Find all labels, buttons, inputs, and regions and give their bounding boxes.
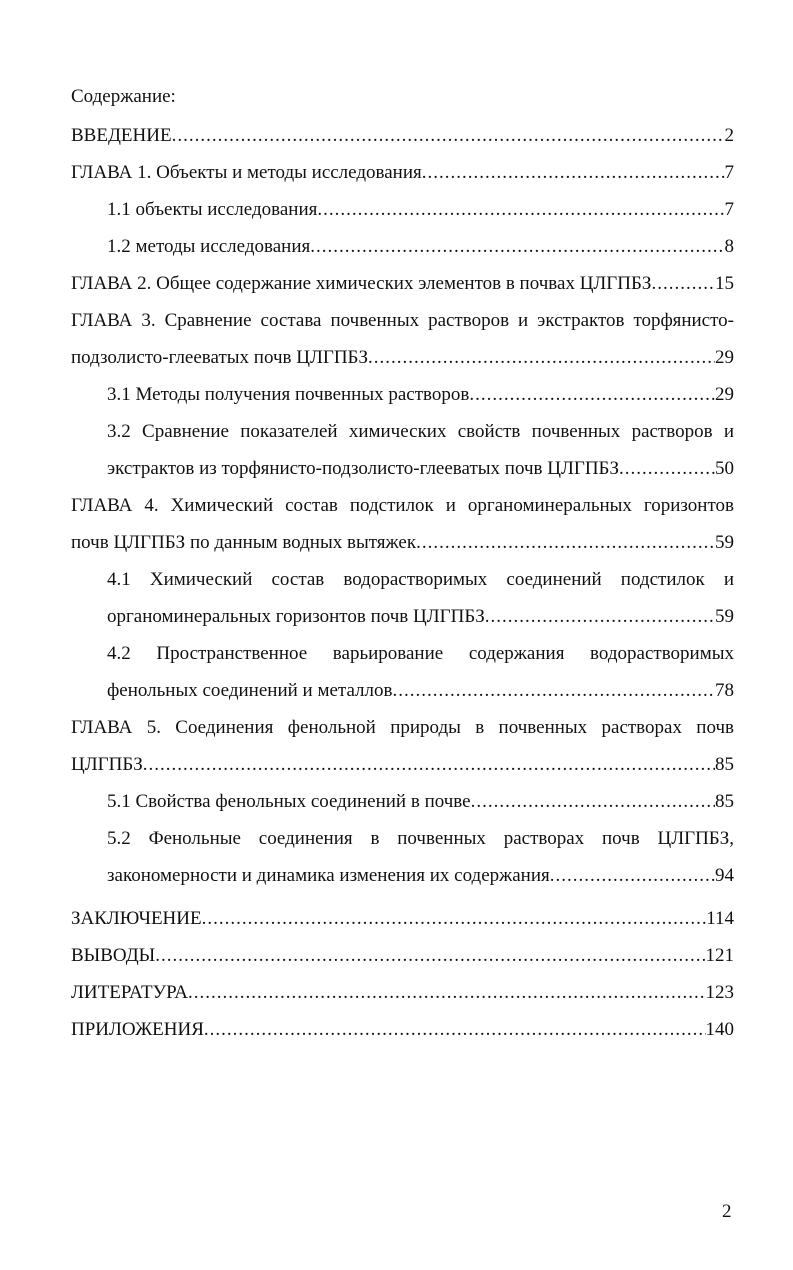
toc-entry-title: ВЫВОДЫ — [71, 945, 156, 966]
toc-leader-dots — [188, 974, 706, 1011]
toc-leader-dots — [368, 339, 715, 376]
toc-entry-section-4-2[interactable] — [107, 635, 734, 709]
toc-entry-findings[interactable] — [71, 937, 734, 974]
toc-entry-appendices[interactable] — [71, 1011, 734, 1048]
toc-leader-dots — [471, 783, 715, 820]
toc-entry-section-1-1[interactable] — [107, 191, 734, 228]
toc-leader-dots — [485, 598, 715, 635]
toc-entry-page: 94 — [715, 865, 734, 886]
toc-entry-title: ГЛАВА 1. Объекты и методы исследования — [71, 162, 422, 183]
toc-entry-title: 1.1 объекты исследования — [107, 199, 318, 220]
table-of-contents — [71, 117, 734, 1048]
toc-entry-title: ВВЕДЕНИЕ — [71, 125, 172, 146]
toc-entry-page: 78 — [715, 680, 734, 701]
toc-entry-page: 50 — [715, 458, 734, 479]
toc-entry-page: 114 — [706, 908, 734, 929]
toc-entry-section-3-1[interactable] — [107, 376, 734, 413]
toc-leader-dots — [416, 524, 715, 561]
toc-entry-page: 123 — [705, 982, 734, 1003]
toc-entry-section-1-2[interactable] — [107, 228, 734, 265]
toc-entry-page: 15 — [715, 273, 734, 294]
toc-entry-page: 85 — [715, 791, 734, 812]
toc-entry-page: 121 — [705, 945, 734, 966]
toc-entry-section-5-2[interactable] — [107, 820, 734, 894]
toc-leader-dots — [310, 228, 724, 265]
toc-leader-dots — [550, 857, 715, 894]
toc-leader-dots — [172, 117, 725, 154]
toc-entry-page: 7 — [724, 199, 734, 220]
toc-entry-title: 1.2 методы исследования — [107, 236, 311, 257]
toc-entry-title-line-2: подзолисто-глееватых почв ЦЛГПБЗ — [71, 347, 368, 368]
toc-entry-title: ЗАКЛЮЧЕНИЕ — [71, 908, 202, 929]
toc-entry-title-line-2: ЦЛГПБЗ — [71, 754, 143, 775]
toc-entry-page: 29 — [715, 347, 734, 368]
toc-entry-title-line-1: ГЛАВА 3. Сравнение состава почвенных растворов и экстрактов торфянисто- — [71, 310, 734, 331]
toc-entry-section-3-2[interactable] — [107, 413, 734, 487]
toc-entry-title-line-1: 4.2 Пространственное варьирование содержания водорастворимых — [107, 643, 734, 664]
toc-entry-chapter-2[interactable] — [71, 265, 734, 302]
toc-entry-conclusion[interactable] — [71, 900, 734, 937]
toc-entry-title: 5.1 Свойства фенольных соединений в почве — [107, 791, 471, 812]
toc-leader-dots — [619, 450, 715, 487]
toc-entry-chapter-3[interactable] — [71, 302, 734, 376]
toc-leader-dots — [317, 191, 724, 228]
toc-leader-dots — [469, 376, 715, 413]
toc-leader-dots — [204, 1011, 706, 1048]
toc-leader-dots — [155, 937, 705, 974]
toc-entry-section-4-1[interactable] — [107, 561, 734, 635]
toc-entry-title: 3.1 Методы получения почвенных растворов — [107, 384, 470, 405]
toc-entry-introduction[interactable] — [71, 117, 734, 154]
toc-leader-dots — [143, 746, 715, 783]
toc-leader-dots — [651, 265, 715, 302]
toc-entry-title-line-1: ГЛАВА 4. Химический состав подстилок и органоминеральных горизонтов — [71, 495, 734, 516]
toc-entry-title: ПРИЛОЖЕНИЯ — [71, 1019, 204, 1040]
toc-leader-dots — [202, 900, 707, 937]
toc-entry-title-line-2: почв ЦЛГПБЗ по данным водных вытяжек — [71, 532, 417, 553]
toc-leader-dots — [422, 154, 725, 191]
toc-entry-chapter-5[interactable] — [71, 709, 734, 783]
toc-entry-title-line-2: фенольных соединений и металлов — [107, 680, 393, 701]
toc-entry-title-line-2: экстрактов из торфянисто-подзолисто-глееватых почв ЦЛГПБЗ — [107, 458, 619, 479]
toc-leader-dots — [392, 672, 715, 709]
toc-entry-chapter-4[interactable] — [71, 487, 734, 561]
toc-entry-title-line-2: органоминеральных горизонтов почв ЦЛГПБЗ — [107, 606, 485, 627]
toc-entry-title-line-1: 3.2 Сравнение показателей химических свойств почвенных растворов и — [107, 421, 734, 442]
toc-entry-page: 140 — [705, 1019, 734, 1040]
toc-entry-literature[interactable] — [71, 974, 734, 1011]
toc-entry-title: ЛИТЕРАТУРА — [71, 982, 188, 1003]
toc-entry-page: 2 — [724, 125, 734, 146]
toc-entry-title-line-1: 5.2 Фенольные соединения в почвенных растворах почв ЦЛГПБЗ, — [107, 828, 734, 849]
toc-entry-page: 59 — [715, 532, 734, 553]
toc-entry-title: ГЛАВА 2. Общее содержание химических элементов в почвах ЦЛГПБЗ — [71, 273, 652, 294]
toc-entry-page: 85 — [715, 754, 734, 775]
page-number: 2 — [722, 1201, 732, 1222]
toc-entry-title-line-1: ГЛАВА 5. Соединения фенольной природы в почвенных растворах почв — [71, 717, 734, 738]
toc-entry-page: 59 — [715, 606, 734, 627]
toc-entry-title-line-1: 4.1 Химический состав водорастворимых соединений подстилок и — [107, 569, 734, 590]
toc-entry-section-5-1[interactable] — [107, 783, 734, 820]
toc-entry-page: 7 — [724, 162, 734, 183]
toc-heading: Содержание: — [71, 86, 176, 107]
toc-entry-chapter-1[interactable] — [71, 154, 734, 191]
toc-entry-page: 8 — [724, 236, 734, 257]
toc-entry-page: 29 — [715, 384, 734, 405]
toc-entry-title-line-2: закономерности и динамика изменения их содержания — [107, 865, 550, 886]
